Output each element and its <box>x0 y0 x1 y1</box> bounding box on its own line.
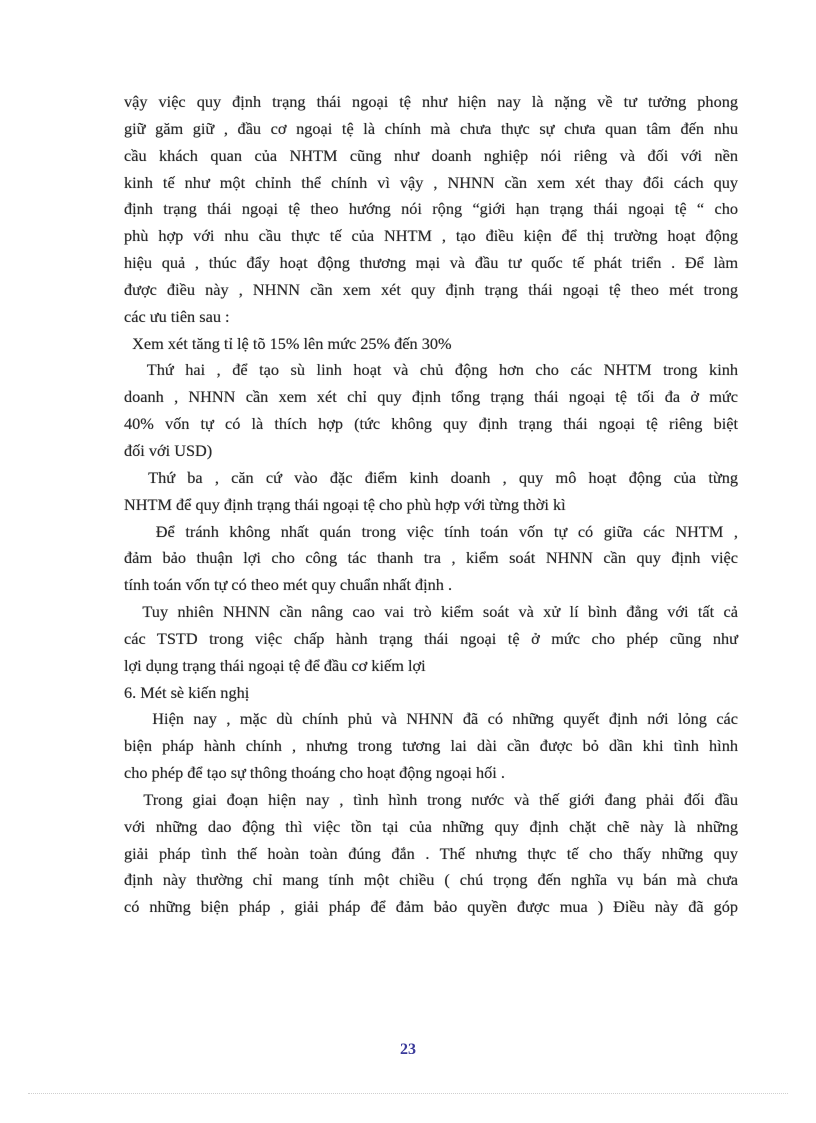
text-line: giải pháp tình thế hoàn toàn đúng đắn . Thế nhưng thực tế cho thấy những quy <box>124 843 738 863</box>
bottom-divider <box>28 1093 788 1094</box>
text-line: Tuy nhiên NHNN cần nâng cao vai trò kiểm soát và xử lí bình đẳng với tất cả <box>124 602 738 622</box>
text-line: 6. Mét sè kiến nghị <box>124 682 250 702</box>
text-line: định trạng thái ngoại tệ theo hướng nói rộng “giới hạn trạng thái ngoại tệ “ cho <box>124 199 738 219</box>
text-line: hiệu quả , thúc đẩy hoạt động thương mại và đầu tư quốc tế phát triển . Để làm <box>124 253 738 273</box>
text-line: Hiện nay , mặc dù chính phủ và NHNN đã có những quyết định nới lỏng các <box>124 709 738 729</box>
text-line: các TSTD trong việc chấp hành trạng thái ngoại tệ ở mức cho phép cũng như <box>124 628 738 648</box>
text-line: Thứ ba , căn cứ vào đặc điểm kinh doanh , quy mô hoạt động của từng <box>124 467 738 487</box>
text-line: phù hợp với nhu cầu thực tế của NHTM , tạo điều kiện để thị trường hoạt động <box>124 226 738 246</box>
text-line: cho phép để tạo sự thông thoáng cho hoạt động ngoại hối . <box>124 763 505 783</box>
text-line: vậy việc quy định trạng thái ngoại tệ như hiện nay là nặng về tư tưởng phong <box>124 92 738 111</box>
text-line: có những biện pháp , giải pháp để đảm bảo quyền được mua ) Điều này đã góp <box>124 897 738 917</box>
text-line: Trong giai đoạn hiện nay , tình hình trong nước và thế giới đang phải đối đầu <box>124 789 738 809</box>
text-line: đảm bảo thuận lợi cho công tác thanh tra , kiểm soát NHNN cần quy định việc <box>124 548 738 568</box>
text-line: doanh , NHNN cần xem xét chỉ quy định tổng trạng thái ngoại tệ tối đa ở mức <box>124 387 738 407</box>
body-text <box>124 89 738 921</box>
text-line: lợi dụng trạng thái ngoại tệ để đầu cơ kiếm lợi <box>124 655 426 675</box>
text-line: kinh tế như một chỉnh thể chính vì vậy , NHNN cần xem xét thay đổi cách quy <box>124 172 738 192</box>
page-number: 23 <box>400 1041 416 1058</box>
text-line: Xem xét tăng tỉ lệ tõ 15% lên mức 25% đến 30% <box>124 333 452 353</box>
text-line: tính toán vốn tự có theo mét quy chuẩn nhất định . <box>124 575 453 595</box>
text-line: biện pháp hành chính , nhưng trong tương lai dài cần được bỏ dần khi tình hình <box>124 736 738 756</box>
text-line: các ưu tiên sau : <box>124 306 230 326</box>
text-line: với những dao động thì việc tồn tại của những quy định chặt chẽ này là những <box>124 816 738 836</box>
text-line: đối với USD) <box>124 440 213 460</box>
text-line: 40% vốn tự có là thích hợp (tức không quy định trạng thái ngoại tệ riêng biệt <box>124 414 738 434</box>
text-line: Thứ hai , để tạo sù linh hoạt và chủ động hơn cho các NHTM trong kinh <box>124 360 738 380</box>
text-line: Để tránh không nhất quán trong việc tính toán vốn tự có giữa các NHTM , <box>124 521 738 541</box>
text-line: NHTM để quy định trạng thái ngoại tệ cho phù hợp với từng thời kì <box>124 494 566 514</box>
text-line: cầu khách quan của NHTM cũng như doanh nghiệp nói riêng và đối với nền <box>124 145 738 165</box>
text-line: được điều này , NHNN cần xem xét quy định trạng thái ngoại tệ theo mét trong <box>124 279 738 299</box>
text-line: định này thường chỉ mang tính một chiều ( chú trọng đến nghĩa vụ bán mà chưa <box>124 870 738 890</box>
text-line: giữ găm giữ , đầu cơ ngoại tệ là chính mà chưa thực sự chưa quan tâm đến nhu <box>124 118 738 138</box>
